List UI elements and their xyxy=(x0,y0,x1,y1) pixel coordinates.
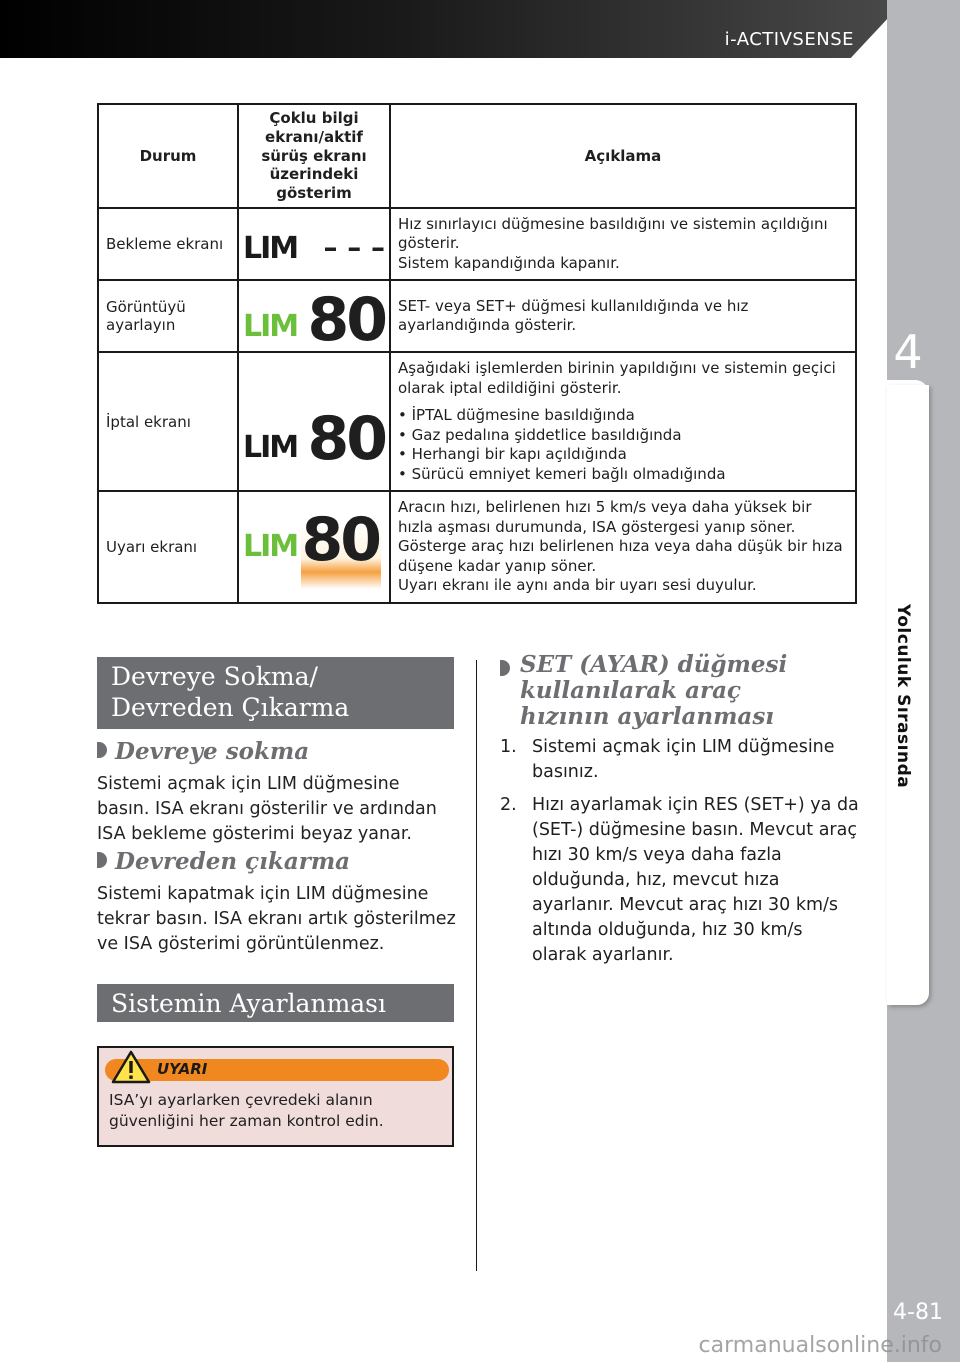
lim-indicator: LIM xyxy=(243,309,298,345)
header-status: Durum xyxy=(98,104,238,208)
desc-line: Aşağıdaki işlemlerden birinin yapıldığını ve sistemin geçici olarak iptal edildiğini gösterir. xyxy=(398,359,836,397)
warning-text: ISA’yı ayarlarken çevredeki alanın güvenliğini her zaman kontrol edin. xyxy=(109,1091,384,1130)
bullet-item: • İPTAL düğmesine basıldığında xyxy=(398,406,848,426)
heading-marker-icon xyxy=(97,742,107,758)
desc-line: Gösterge araç hızı belirlenen hıza veya daha düşük bir hıza düşene kadar yanıp söner. xyxy=(398,537,843,575)
table-header-row xyxy=(98,104,856,208)
step-text: Hızı ayarlamak için RES (SET+) ya da (SET-) düğmesine basın. Mevcut araç hızı 30 km/s veya daha fazla olduğunda, hız, mevcut hıza ayarlanır. Mevcut araç hızı 30 km/s altında olduğunda, hız 30 km/s olarak ayarlanır. xyxy=(532,795,859,965)
row-status: Uyarı ekranı xyxy=(98,491,238,603)
warning-box xyxy=(97,1046,454,1147)
subheading-line: kullanılarak araç xyxy=(520,677,742,704)
subheading-text: Devreye sokma xyxy=(115,738,310,765)
header-title: i-ACTIVSENSE xyxy=(724,29,854,50)
lim-indicator: LIM xyxy=(243,529,298,564)
step-text: Sistemi açmak için LIM düğmesine basınız. xyxy=(532,737,835,782)
table-row xyxy=(98,352,856,491)
desc-line: SET- veya SET+ düğmesi kullanıldığında ve hız ayarlandığında gösterir. xyxy=(398,296,749,335)
step-item xyxy=(500,735,860,785)
table-row xyxy=(98,280,856,352)
steps-list xyxy=(500,735,860,976)
speed-value: 80 xyxy=(301,505,379,575)
row-status: Bekleme ekranı xyxy=(98,208,238,281)
subheading-line: hızının ayarlanması xyxy=(520,703,775,730)
display-cell xyxy=(238,208,390,281)
warning-triangle-icon xyxy=(111,1050,151,1084)
desc-line: Uyarı ekranı ile aynı anda bir uyarı sesi duyulur. xyxy=(398,576,757,595)
header-description: Açıklama xyxy=(390,104,856,208)
watermark: carmanualsonline.info xyxy=(698,1333,942,1358)
section-heading-settings: Sistemin Ayarlanması xyxy=(97,984,454,1022)
paragraph-activate: Sistemi açmak için LIM düğmesine basın. ISA ekranı gösterilir ve ardından ISA bekleme gösterimi beyaz yanar. xyxy=(97,774,437,844)
lim-indicator: LIM xyxy=(243,429,298,465)
section-heading-activation xyxy=(97,657,454,729)
section-heading-line: Devreye Sokma/ xyxy=(111,662,318,691)
display-cell xyxy=(238,491,390,603)
header-display: Çoklu bilgi ekranı/aktif sürüş ekranı üzerindeki gösterim xyxy=(238,104,390,208)
warning-label: UYARI xyxy=(157,1060,208,1078)
bullet-item: • Herhangi bir kapı açıldığında xyxy=(398,445,848,465)
table-row xyxy=(98,491,856,603)
speed-value: 80 xyxy=(307,285,385,356)
subheading-set-speed xyxy=(500,652,870,730)
speed-dashes: – – – xyxy=(323,231,385,264)
bullet-item: • Sürücü emniyet kemeri bağlı olmadığında xyxy=(398,465,848,485)
subheading-text: Devreden çıkarma xyxy=(115,848,351,875)
display-cell xyxy=(238,280,390,356)
heading-marker-icon xyxy=(97,852,107,868)
desc-line: Sistem kapandığında kapanır. xyxy=(398,253,620,272)
status-table xyxy=(97,103,857,604)
subheading-deactivate xyxy=(97,848,350,875)
row-status: Görüntüyü ayarlayın xyxy=(98,280,238,352)
row-description xyxy=(390,352,856,491)
step-number: 2. xyxy=(500,795,517,815)
paragraph-deactivate: Sistemi kapatmak için LIM düğmesine tekrar basın. ISA ekranı artık gösterilmez ve ISA gösterimi görüntülenmez. xyxy=(97,884,456,954)
bullet-list xyxy=(398,406,848,484)
speed-value: 80 xyxy=(307,403,385,474)
subheading-activate xyxy=(97,738,309,765)
row-description xyxy=(390,208,856,281)
section-heading-line: Devreden Çıkarma xyxy=(111,693,350,722)
display-cell xyxy=(238,352,390,491)
step-item xyxy=(500,793,860,968)
page-number: 4-81 xyxy=(893,1300,943,1325)
desc-line: Aracın hızı, belirlenen hızı 5 km/s veya daha yüksek bir hızla aşması durumunda, ISA göstergesi yanıp söner. xyxy=(398,498,812,536)
column-divider xyxy=(476,660,477,1271)
chapter-title: Yolculuk Sırasında xyxy=(893,604,913,789)
row-description xyxy=(390,491,856,603)
row-status: İptal ekranı xyxy=(98,352,238,491)
step-number: 1. xyxy=(500,737,517,757)
table-row xyxy=(98,208,856,281)
row-description xyxy=(390,280,856,352)
bullet-item: • Gaz pedalına şiddetlice basıldığında xyxy=(398,426,848,446)
desc-line: Hız sınırlayıcı düğmesine basıldığını ve sistemin açıldığını gösterir. xyxy=(398,214,828,253)
chapter-number: 4 xyxy=(893,325,923,379)
lim-indicator: LIM xyxy=(243,231,298,266)
subheading-line: SET (AYAR) düğmesi xyxy=(520,651,788,678)
